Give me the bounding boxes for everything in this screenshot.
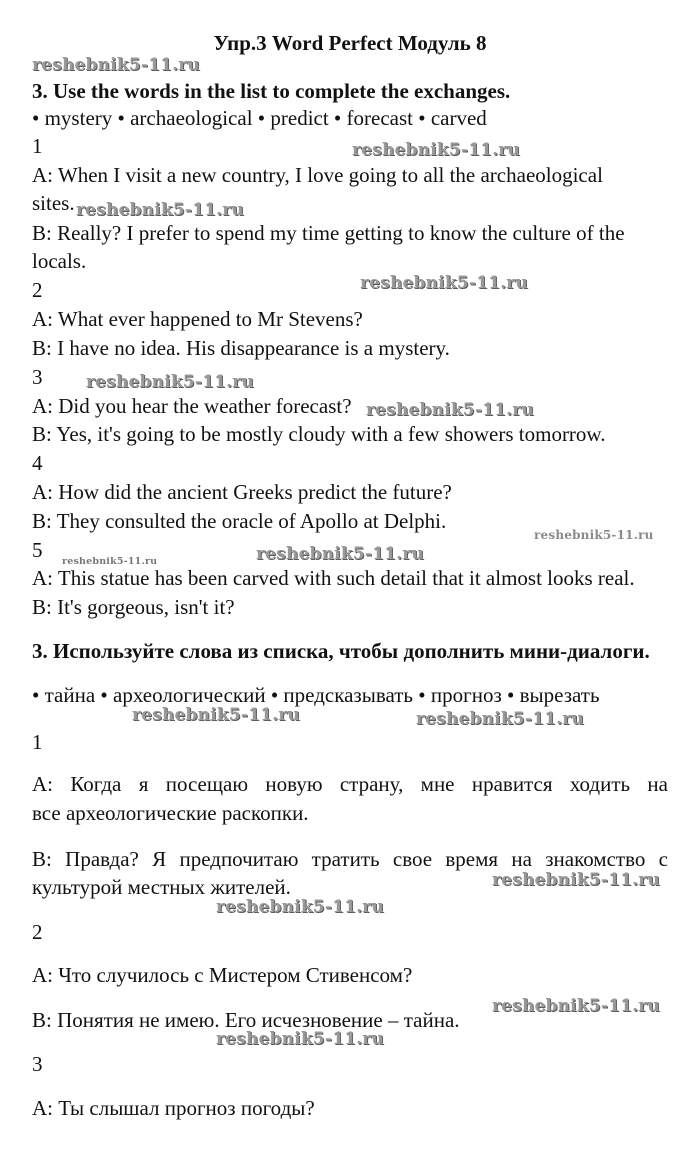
en-dialog-line: B: It's gorgeous, isn't it? <box>32 595 235 619</box>
en-dialog-line: A: What ever happened to Mr Stevens? <box>32 307 363 331</box>
ru-item-number: 3 <box>32 1052 43 1076</box>
watermark: reshebnik5-11.ru <box>256 544 424 564</box>
en-dialog-line: B: They consulted the oracle of Apollo at Delphi. <box>32 509 447 533</box>
watermark: reshebnik5-11.ru <box>216 1029 384 1049</box>
watermark: reshebnik5-11.ru <box>416 709 584 729</box>
ru-dialog-line: A: Ты слышал прогноз погоды? <box>32 1096 315 1120</box>
en-dialog-line: A: When I visit a new country, I love going to all the archaeological <box>32 163 603 187</box>
watermark: reshebnik5-11.ru <box>366 400 534 420</box>
watermark: reshebnik5-11.ru <box>32 55 200 75</box>
en-dialog-line: B: I have no idea. His disappearance is a mystery. <box>32 336 450 360</box>
en-dialog-line: A: How did the ancient Greeks predict the future? <box>32 480 452 504</box>
watermark: reshebnik5-11.ru <box>86 372 254 392</box>
watermark: reshebnik5-11.ru <box>216 897 384 917</box>
ru-item-number: 1 <box>32 730 43 754</box>
en-item-number: 2 <box>32 278 43 302</box>
en-dialog-line: A: Did you hear the weather forecast? <box>32 394 352 418</box>
en-dialog-line: sites. <box>32 191 75 215</box>
ru-dialog-line: все археологические раскопки. <box>32 801 309 825</box>
en-word-list: • mystery • archaeological • predict • forecast • carved <box>32 106 487 130</box>
en-dialog-line: B: Really? I prefer to spend my time getting to know the culture of the <box>32 221 625 245</box>
watermark: reshebnik5-11.ru <box>132 705 300 725</box>
watermark: reshebnik5-11.ru <box>534 528 654 542</box>
ru-dialog-line: культурой местных жителей. <box>32 875 291 899</box>
en-dialog-line: A: This statue has been carved with such detail that it almost looks real. <box>32 566 635 590</box>
page-title: Упр.3 Word Perfect Модуль 8 <box>213 31 487 55</box>
ru-dialog-line: A: Когда я посещаю новую страну, мне нравится ходить на <box>32 772 668 796</box>
en-instruction: 3. Use the words in the list to complete the exchanges. <box>32 79 511 103</box>
en-dialog-line: B: Yes, it's going to be mostly cloudy with a few showers tomorrow. <box>32 422 606 446</box>
en-item-number: 1 <box>32 134 43 158</box>
en-dialog-line: locals. <box>32 249 87 273</box>
watermark: reshebnik5-11.ru <box>76 200 244 220</box>
watermark: reshebnik5-11.ru <box>492 996 660 1016</box>
watermark: reshebnik5-11.ru <box>492 870 660 890</box>
watermark: reshebnik5-11.ru <box>352 140 520 160</box>
ru-dialog-line: B: Понятия не имею. Его исчезновение – тайна. <box>32 1008 460 1032</box>
en-item-number: 3 <box>32 365 43 389</box>
ru-instruction: 3. Используйте слова из списка, чтобы дополнить мини-диалоги. <box>32 639 650 663</box>
ru-item-number: 2 <box>32 920 43 944</box>
en-item-number: 4 <box>32 451 43 475</box>
ru-word-list: • тайна • археологический • предсказывать • прогноз • вырезать <box>32 683 600 707</box>
ru-dialog-line: B: Правда? Я предпочитаю тратить свое время на знакомство с <box>32 847 668 871</box>
ru-dialog-line: A: Что случилось с Мистером Стивенсом? <box>32 963 413 987</box>
watermark: reshebnik5-11.ru <box>62 556 158 567</box>
en-item-number: 5 <box>32 538 43 562</box>
watermark: reshebnik5-11.ru <box>360 273 528 293</box>
